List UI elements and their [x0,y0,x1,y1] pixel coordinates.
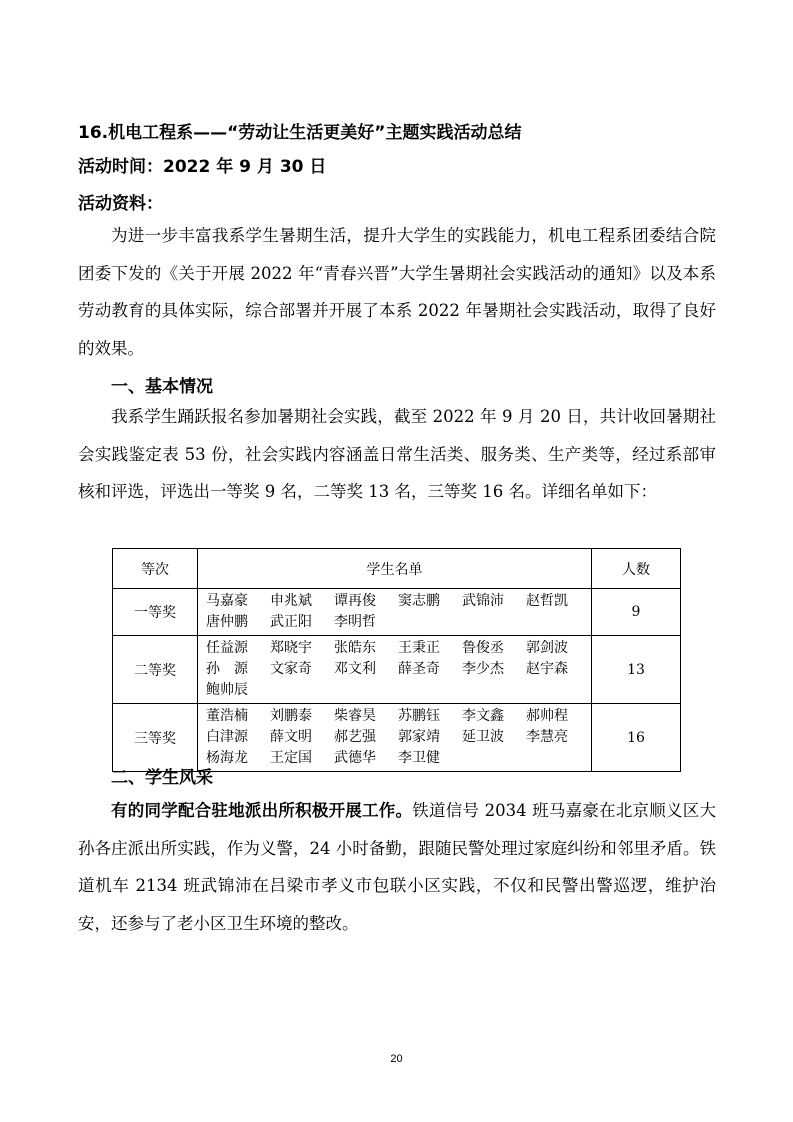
award-table [112,548,681,772]
student-name: 李明哲 [334,614,376,630]
student-name: 郭家靖 [398,729,440,745]
student-name: 郑晓宇 [270,640,312,656]
student-name: 郭剑波 [526,640,568,656]
section-2-lead: 有的同学配合驻地派出所积极开展工作。 [111,801,413,820]
activity-time: 活动时间：2022 年 9 月 30 日 [78,157,327,177]
section-2-heading: 二、学生风采 [111,768,213,788]
name-line [206,706,591,727]
name-line [206,659,591,680]
student-name: 王定国 [270,750,312,766]
student-name: 董浩楠 [206,708,248,724]
student-name: 杨海龙 [206,750,248,766]
student-name: 任益源 [206,640,248,656]
names-cell [198,589,592,636]
student-name: 郝帅程 [526,708,568,724]
student-name: 谭再俊 [334,593,376,609]
student-name: 赵宇森 [526,661,568,677]
name-line [206,727,591,748]
materials-label: 活动资料： [78,194,163,214]
count-cell: 16 [592,704,681,772]
name-line [206,638,591,659]
student-name: 武锦沛 [462,593,504,609]
student-name: 苏鹏钰 [398,708,440,724]
student-name: 窦志鹏 [398,593,440,609]
section-2-text: 铁道信号 2034 班马嘉豪在北京顺义区大孙各庄派出所实践，作为义警，24 小时备勤，跟随民警处理过家庭纠纷和邻里矛盾。铁道机车 2134 班武锦沛在吕梁市孝义市包联小区实践，不仅和民警出警巡逻，维护治安，还参与了老小区卫生环境的整改。 [78,801,717,933]
count-cell: 13 [592,636,681,704]
student-name: 邓文利 [334,661,376,677]
header-count: 人数 [592,549,681,589]
student-name: 柴睿昊 [334,708,376,724]
student-name: 马嘉豪 [206,593,248,609]
name-line [206,680,591,701]
student-name: 延卫波 [462,729,504,745]
grade-cell: 一等奖 [113,589,198,636]
student-name: 鲁俊丞 [462,640,504,656]
table-row-second-prize [113,636,681,704]
header-grade: 等次 [113,549,198,589]
student-name: 赵哲凯 [526,593,568,609]
grade-cell: 二等奖 [113,636,198,704]
student-name: 武正阳 [270,614,312,630]
student-name: 郝艺强 [334,729,376,745]
name-line [206,612,591,633]
student-name: 李慧亮 [526,729,568,745]
intro-paragraph: 为进一步丰富我系学生暑期生活，提升大学生的实践能力，机电工程系团委结合院团委下发的《关于开展 2022 年“青春兴晋”大学生暑期社会实践活动的通知》以及本系劳动教育的具体实际，综合部署并开展了本系 2022 年暑期社会实践活动，取得了良好的效果。 [78,226,716,358]
student-name: 李少杰 [462,661,504,677]
header-names: 学生名单 [198,549,592,589]
section-1-paragraph: 我系学生踊跃报名参加暑期社会实践，截至 2022 年 9 月 20 日，共计收回暑期社会实践鉴定表 53 份，社会实践内容涵盖日常生活类、服务类、生产类等，经过系部审核和评选，评选出一等奖 9 名，二等奖 13 名，三等奖 16 名。详细名单如下： [78,407,716,501]
document-title: 16.机电工程系——“劳动让生活更美好”主题实践活动总结 [78,123,522,143]
student-name: 申兆斌 [270,593,312,609]
table-row-first-prize [113,589,681,636]
student-name: 白津源 [206,729,248,745]
page-number: 20 [390,1053,403,1065]
student-name: 孙 源 [206,661,248,677]
section-1-heading: 一、基本情况 [111,377,213,397]
student-name: 鲍帅辰 [206,682,248,698]
student-name: 文家奇 [270,661,312,677]
section-2-paragraph [78,792,716,942]
student-name: 唐仲鹏 [206,614,248,630]
names-cell [198,704,592,772]
student-name: 薛圣奇 [398,661,440,677]
table-header-row [113,549,681,589]
student-name: 薛文明 [270,729,312,745]
student-name: 张皓东 [334,640,376,656]
student-name: 李文鑫 [462,708,504,724]
names-cell [198,636,592,704]
name-line [206,591,591,612]
grade-cell: 三等奖 [113,704,198,772]
student-name: 李卫健 [398,750,440,766]
student-name: 刘鹏泰 [270,708,312,724]
table-row-third-prize [113,704,681,772]
student-name: 王秉正 [398,640,440,656]
student-name: 武德华 [334,750,376,766]
count-cell: 9 [592,589,681,636]
name-line [206,748,591,769]
